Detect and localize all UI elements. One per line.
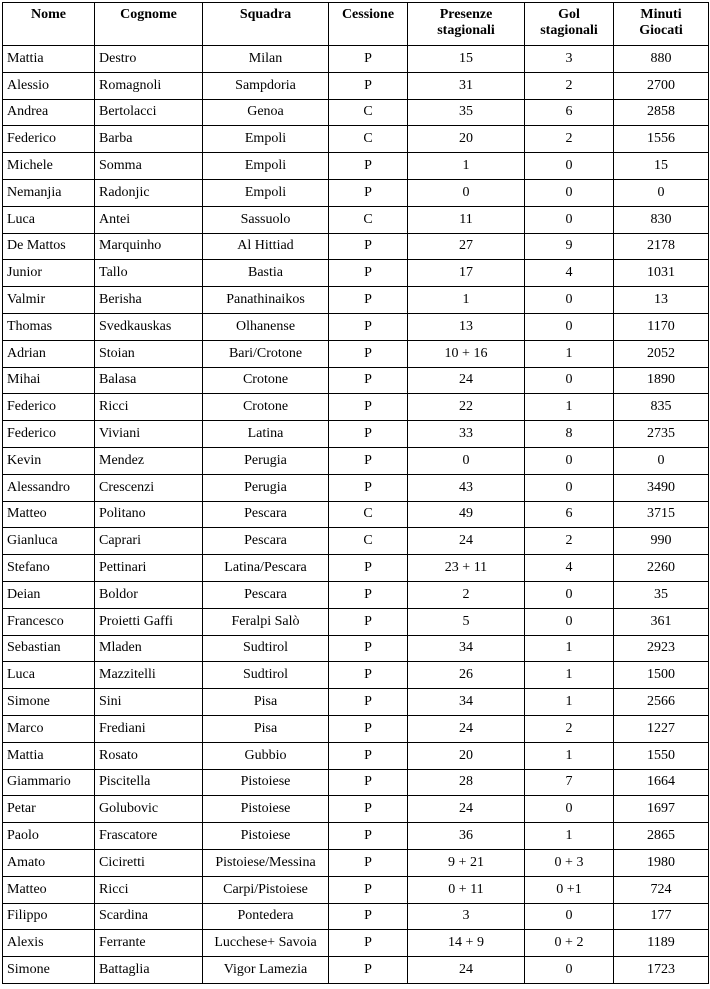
squadra-cell: Milan bbox=[203, 46, 329, 73]
table-row bbox=[3, 99, 709, 126]
table-row bbox=[3, 421, 709, 448]
minuti-cell: 2178 bbox=[614, 233, 709, 260]
cessione-cell: P bbox=[329, 930, 408, 957]
gol-cell: 0 bbox=[525, 474, 614, 501]
minuti-cell: 1227 bbox=[614, 715, 709, 742]
gol-cell: 6 bbox=[525, 501, 614, 528]
cessione-cell: P bbox=[329, 876, 408, 903]
gol-cell: 1 bbox=[525, 662, 614, 689]
nome-cell: Federico bbox=[3, 421, 95, 448]
cognome-cell: Tallo bbox=[95, 260, 203, 287]
table-row bbox=[3, 72, 709, 99]
gol-cell: 0 bbox=[525, 903, 614, 930]
presenze-cell: 0 bbox=[408, 447, 525, 474]
squadra-cell: Sampdoria bbox=[203, 72, 329, 99]
presenze-cell: 10 + 16 bbox=[408, 340, 525, 367]
squadra-cell: Pontedera bbox=[203, 903, 329, 930]
nome-cell: Gianluca bbox=[3, 528, 95, 555]
table-row bbox=[3, 876, 709, 903]
table-row bbox=[3, 689, 709, 716]
cognome-cell: Destro bbox=[95, 46, 203, 73]
table-row bbox=[3, 313, 709, 340]
squadra-cell: Pescara bbox=[203, 528, 329, 555]
presenze-cell: 20 bbox=[408, 126, 525, 153]
gol-cell: 1 bbox=[525, 823, 614, 850]
cessione-cell: C bbox=[329, 99, 408, 126]
gol-cell: 3 bbox=[525, 46, 614, 73]
squadra-cell: Gubbio bbox=[203, 742, 329, 769]
cessione-cell: P bbox=[329, 608, 408, 635]
presenze-cell: 17 bbox=[408, 260, 525, 287]
table-row bbox=[3, 715, 709, 742]
cessione-cell: C bbox=[329, 206, 408, 233]
cognome-cell: Crescenzi bbox=[95, 474, 203, 501]
cognome-cell: Romagnoli bbox=[95, 72, 203, 99]
cognome-cell: Ciciretti bbox=[95, 849, 203, 876]
squadra-cell: Pistoiese/Messina bbox=[203, 849, 329, 876]
minuti-cell: 1550 bbox=[614, 742, 709, 769]
nome-cell: Alexis bbox=[3, 930, 95, 957]
nome-cell: Federico bbox=[3, 394, 95, 421]
table-row bbox=[3, 367, 709, 394]
cognome-cell: Caprari bbox=[95, 528, 203, 555]
squadra-cell: Crotone bbox=[203, 394, 329, 421]
gol-cell: 8 bbox=[525, 421, 614, 448]
gol-cell: 0 bbox=[525, 206, 614, 233]
cognome-cell: Boldor bbox=[95, 581, 203, 608]
squadra-cell: Pistoiese bbox=[203, 769, 329, 796]
cognome-cell: Battaglia bbox=[95, 957, 203, 984]
table-row bbox=[3, 796, 709, 823]
table-row bbox=[3, 447, 709, 474]
cognome-cell: Sini bbox=[95, 689, 203, 716]
table-row bbox=[3, 501, 709, 528]
minuti-cell: 1170 bbox=[614, 313, 709, 340]
cognome-cell: Balasa bbox=[95, 367, 203, 394]
minuti-cell: 1890 bbox=[614, 367, 709, 394]
table-row bbox=[3, 742, 709, 769]
squadra-cell: Bastia bbox=[203, 260, 329, 287]
cessione-cell: P bbox=[329, 474, 408, 501]
presenze-cell: 20 bbox=[408, 742, 525, 769]
squadra-cell: Latina bbox=[203, 421, 329, 448]
squadra-cell: Pescara bbox=[203, 581, 329, 608]
cognome-cell: Piscitella bbox=[95, 769, 203, 796]
cognome-cell: Proietti Gaffi bbox=[95, 608, 203, 635]
gol-cell: 4 bbox=[525, 260, 614, 287]
presenze-cell: 1 bbox=[408, 287, 525, 314]
nome-cell: Michele bbox=[3, 153, 95, 180]
header-gol: Gol stagionali bbox=[525, 3, 614, 46]
cessione-cell: P bbox=[329, 581, 408, 608]
minuti-cell: 2923 bbox=[614, 635, 709, 662]
presenze-cell: 28 bbox=[408, 769, 525, 796]
cognome-cell: Stoian bbox=[95, 340, 203, 367]
nome-cell: De Mattos bbox=[3, 233, 95, 260]
cognome-cell: Marquinho bbox=[95, 233, 203, 260]
cessione-cell: P bbox=[329, 823, 408, 850]
presenze-cell: 1 bbox=[408, 153, 525, 180]
table-row bbox=[3, 126, 709, 153]
minuti-cell: 2700 bbox=[614, 72, 709, 99]
gol-cell: 0 bbox=[525, 313, 614, 340]
table-row bbox=[3, 608, 709, 635]
table-row bbox=[3, 769, 709, 796]
presenze-cell: 31 bbox=[408, 72, 525, 99]
cessione-cell: P bbox=[329, 689, 408, 716]
presenze-cell: 34 bbox=[408, 635, 525, 662]
table-row bbox=[3, 957, 709, 984]
nome-cell: Simone bbox=[3, 957, 95, 984]
cessione-cell: P bbox=[329, 903, 408, 930]
squadra-cell: Empoli bbox=[203, 126, 329, 153]
minuti-cell: 2052 bbox=[614, 340, 709, 367]
nome-cell: Francesco bbox=[3, 608, 95, 635]
gol-cell: 1 bbox=[525, 340, 614, 367]
minuti-cell: 2735 bbox=[614, 421, 709, 448]
cognome-cell: Frediani bbox=[95, 715, 203, 742]
nome-cell: Andrea bbox=[3, 99, 95, 126]
presenze-cell: 14 + 9 bbox=[408, 930, 525, 957]
gol-cell: 2 bbox=[525, 126, 614, 153]
minuti-cell: 1980 bbox=[614, 849, 709, 876]
cognome-cell: Barba bbox=[95, 126, 203, 153]
minuti-cell: 1031 bbox=[614, 260, 709, 287]
squadra-cell: Genoa bbox=[203, 99, 329, 126]
gol-cell: 1 bbox=[525, 394, 614, 421]
header-minuti: Minuti Giocati bbox=[614, 3, 709, 46]
nome-cell: Filippo bbox=[3, 903, 95, 930]
minuti-cell: 2865 bbox=[614, 823, 709, 850]
nome-cell: Mihai bbox=[3, 367, 95, 394]
presenze-cell: 24 bbox=[408, 367, 525, 394]
presenze-cell: 0 + 11 bbox=[408, 876, 525, 903]
presenze-cell: 24 bbox=[408, 715, 525, 742]
minuti-cell: 15 bbox=[614, 153, 709, 180]
cessione-cell: P bbox=[329, 742, 408, 769]
presenze-cell: 3 bbox=[408, 903, 525, 930]
cessione-cell: P bbox=[329, 367, 408, 394]
cognome-cell: Radonjic bbox=[95, 179, 203, 206]
nome-cell: Paolo bbox=[3, 823, 95, 850]
table-row bbox=[3, 287, 709, 314]
table-row bbox=[3, 179, 709, 206]
cessione-cell: P bbox=[329, 662, 408, 689]
presenze-cell: 36 bbox=[408, 823, 525, 850]
cessione-cell: P bbox=[329, 555, 408, 582]
presenze-cell: 23 + 11 bbox=[408, 555, 525, 582]
presenze-cell: 35 bbox=[408, 99, 525, 126]
cognome-cell: Golubovic bbox=[95, 796, 203, 823]
squadra-cell: Pisa bbox=[203, 689, 329, 716]
minuti-cell: 1664 bbox=[614, 769, 709, 796]
cessione-cell: P bbox=[329, 769, 408, 796]
header-squadra: Squadra bbox=[203, 3, 329, 46]
minuti-cell: 177 bbox=[614, 903, 709, 930]
nome-cell: Luca bbox=[3, 662, 95, 689]
cognome-cell: Frascatore bbox=[95, 823, 203, 850]
presenze-cell: 24 bbox=[408, 796, 525, 823]
squadra-cell: Vigor Lamezia bbox=[203, 957, 329, 984]
nome-cell: Junior bbox=[3, 260, 95, 287]
presenze-cell: 2 bbox=[408, 581, 525, 608]
nome-cell: Giammario bbox=[3, 769, 95, 796]
table-row bbox=[3, 260, 709, 287]
cognome-cell: Svedkauskas bbox=[95, 313, 203, 340]
gol-cell: 0 bbox=[525, 367, 614, 394]
presenze-cell: 22 bbox=[408, 394, 525, 421]
gol-cell: 7 bbox=[525, 769, 614, 796]
minuti-cell: 35 bbox=[614, 581, 709, 608]
gol-cell: 0 bbox=[525, 608, 614, 635]
squadra-cell: Pistoiese bbox=[203, 823, 329, 850]
presenze-cell: 27 bbox=[408, 233, 525, 260]
nome-cell: Mattia bbox=[3, 46, 95, 73]
squadra-cell: Bari/Crotone bbox=[203, 340, 329, 367]
table-row bbox=[3, 474, 709, 501]
minuti-cell: 3490 bbox=[614, 474, 709, 501]
presenze-cell: 33 bbox=[408, 421, 525, 448]
minuti-cell: 1189 bbox=[614, 930, 709, 957]
cessione-cell: C bbox=[329, 126, 408, 153]
presenze-cell: 9 + 21 bbox=[408, 849, 525, 876]
table-row bbox=[3, 206, 709, 233]
players-table bbox=[2, 2, 709, 984]
cognome-cell: Mladen bbox=[95, 635, 203, 662]
nome-cell: Marco bbox=[3, 715, 95, 742]
nome-cell: Valmir bbox=[3, 287, 95, 314]
nome-cell: Matteo bbox=[3, 876, 95, 903]
presenze-cell: 5 bbox=[408, 608, 525, 635]
table-row bbox=[3, 823, 709, 850]
cognome-cell: Ricci bbox=[95, 876, 203, 903]
gol-cell: 0 + 3 bbox=[525, 849, 614, 876]
presenze-cell: 49 bbox=[408, 501, 525, 528]
cessione-cell: P bbox=[329, 394, 408, 421]
cognome-cell: Politano bbox=[95, 501, 203, 528]
cessione-cell: P bbox=[329, 957, 408, 984]
nome-cell: Luca bbox=[3, 206, 95, 233]
presenze-cell: 11 bbox=[408, 206, 525, 233]
squadra-cell: Pescara bbox=[203, 501, 329, 528]
minuti-cell: 835 bbox=[614, 394, 709, 421]
nome-cell: Deian bbox=[3, 581, 95, 608]
cessione-cell: P bbox=[329, 421, 408, 448]
gol-cell: 1 bbox=[525, 689, 614, 716]
table-row bbox=[3, 555, 709, 582]
cessione-cell: C bbox=[329, 501, 408, 528]
cessione-cell: P bbox=[329, 153, 408, 180]
cognome-cell: Ricci bbox=[95, 394, 203, 421]
nome-cell: Alessandro bbox=[3, 474, 95, 501]
gol-cell: 2 bbox=[525, 715, 614, 742]
squadra-cell: Empoli bbox=[203, 179, 329, 206]
gol-cell: 0 bbox=[525, 957, 614, 984]
cessione-cell: P bbox=[329, 46, 408, 73]
cognome-cell: Pettinari bbox=[95, 555, 203, 582]
squadra-cell: Olhanense bbox=[203, 313, 329, 340]
cessione-cell: P bbox=[329, 447, 408, 474]
squadra-cell: Al Hittiad bbox=[203, 233, 329, 260]
squadra-cell: Pisa bbox=[203, 715, 329, 742]
cessione-cell: P bbox=[329, 179, 408, 206]
nome-cell: Amato bbox=[3, 849, 95, 876]
cessione-cell: P bbox=[329, 72, 408, 99]
gol-cell: 0 bbox=[525, 581, 614, 608]
cessione-cell: P bbox=[329, 849, 408, 876]
cognome-cell: Ferrante bbox=[95, 930, 203, 957]
header-cessione: Cessione bbox=[329, 3, 408, 46]
nome-cell: Sebastian bbox=[3, 635, 95, 662]
squadra-cell: Pistoiese bbox=[203, 796, 329, 823]
nome-cell: Matteo bbox=[3, 501, 95, 528]
table-row bbox=[3, 581, 709, 608]
presenze-cell: 43 bbox=[408, 474, 525, 501]
header-presenze: Presenze stagionali bbox=[408, 3, 525, 46]
nome-cell: Nemanjia bbox=[3, 179, 95, 206]
nome-cell: Alessio bbox=[3, 72, 95, 99]
presenze-cell: 15 bbox=[408, 46, 525, 73]
gol-cell: 9 bbox=[525, 233, 614, 260]
squadra-cell: Crotone bbox=[203, 367, 329, 394]
cognome-cell: Somma bbox=[95, 153, 203, 180]
table-row bbox=[3, 635, 709, 662]
squadra-cell: Lucchese+ Savoia bbox=[203, 930, 329, 957]
cessione-cell: C bbox=[329, 528, 408, 555]
presenze-cell: 24 bbox=[408, 528, 525, 555]
header-nome: Nome bbox=[3, 3, 95, 46]
cognome-cell: Scardina bbox=[95, 903, 203, 930]
minuti-cell: 880 bbox=[614, 46, 709, 73]
squadra-cell: Perugia bbox=[203, 474, 329, 501]
minuti-cell: 0 bbox=[614, 447, 709, 474]
cessione-cell: P bbox=[329, 233, 408, 260]
table-row bbox=[3, 849, 709, 876]
cessione-cell: P bbox=[329, 287, 408, 314]
gol-cell: 6 bbox=[525, 99, 614, 126]
gol-cell: 0 + 2 bbox=[525, 930, 614, 957]
presenze-cell: 26 bbox=[408, 662, 525, 689]
cessione-cell: P bbox=[329, 260, 408, 287]
gol-cell: 1 bbox=[525, 635, 614, 662]
minuti-cell: 1500 bbox=[614, 662, 709, 689]
squadra-cell: Panathinaikos bbox=[203, 287, 329, 314]
cognome-cell: Bertolacci bbox=[95, 99, 203, 126]
gol-cell: 0 bbox=[525, 179, 614, 206]
table-row bbox=[3, 340, 709, 367]
minuti-cell: 724 bbox=[614, 876, 709, 903]
presenze-cell: 13 bbox=[408, 313, 525, 340]
gol-cell: 1 bbox=[525, 742, 614, 769]
cessione-cell: P bbox=[329, 796, 408, 823]
nome-cell: Simone bbox=[3, 689, 95, 716]
table-row bbox=[3, 528, 709, 555]
gol-cell: 0 bbox=[525, 153, 614, 180]
table-row bbox=[3, 662, 709, 689]
squadra-cell: Sassuolo bbox=[203, 206, 329, 233]
table-row bbox=[3, 903, 709, 930]
minuti-cell: 13 bbox=[614, 287, 709, 314]
minuti-cell: 830 bbox=[614, 206, 709, 233]
nome-cell: Stefano bbox=[3, 555, 95, 582]
table-row bbox=[3, 394, 709, 421]
minuti-cell: 3715 bbox=[614, 501, 709, 528]
cognome-cell: Rosato bbox=[95, 742, 203, 769]
gol-cell: 2 bbox=[525, 72, 614, 99]
gol-cell: 2 bbox=[525, 528, 614, 555]
table-row bbox=[3, 153, 709, 180]
nome-cell: Thomas bbox=[3, 313, 95, 340]
gol-cell: 0 bbox=[525, 287, 614, 314]
cognome-cell: Mazzitelli bbox=[95, 662, 203, 689]
nome-cell: Federico bbox=[3, 126, 95, 153]
gol-cell: 0 bbox=[525, 447, 614, 474]
minuti-cell: 2260 bbox=[614, 555, 709, 582]
header-row bbox=[3, 3, 709, 46]
nome-cell: Adrian bbox=[3, 340, 95, 367]
squadra-cell: Empoli bbox=[203, 153, 329, 180]
minuti-cell: 361 bbox=[614, 608, 709, 635]
table-row bbox=[3, 233, 709, 260]
presenze-cell: 0 bbox=[408, 179, 525, 206]
minuti-cell: 1556 bbox=[614, 126, 709, 153]
header-cognome: Cognome bbox=[95, 3, 203, 46]
minuti-cell: 0 bbox=[614, 179, 709, 206]
nome-cell: Petar bbox=[3, 796, 95, 823]
squadra-cell: Carpi/Pistoiese bbox=[203, 876, 329, 903]
table-row bbox=[3, 930, 709, 957]
cognome-cell: Mendez bbox=[95, 447, 203, 474]
cessione-cell: P bbox=[329, 313, 408, 340]
gol-cell: 0 bbox=[525, 796, 614, 823]
gol-cell: 4 bbox=[525, 555, 614, 582]
squadra-cell: Sudtirol bbox=[203, 635, 329, 662]
minuti-cell: 2858 bbox=[614, 99, 709, 126]
cognome-cell: Viviani bbox=[95, 421, 203, 448]
cognome-cell: Antei bbox=[95, 206, 203, 233]
nome-cell: Kevin bbox=[3, 447, 95, 474]
cessione-cell: P bbox=[329, 635, 408, 662]
cognome-cell: Berisha bbox=[95, 287, 203, 314]
squadra-cell: Feralpi Salò bbox=[203, 608, 329, 635]
cessione-cell: P bbox=[329, 715, 408, 742]
gol-cell: 0 +1 bbox=[525, 876, 614, 903]
minuti-cell: 1723 bbox=[614, 957, 709, 984]
minuti-cell: 2566 bbox=[614, 689, 709, 716]
presenze-cell: 24 bbox=[408, 957, 525, 984]
minuti-cell: 990 bbox=[614, 528, 709, 555]
squadra-cell: Perugia bbox=[203, 447, 329, 474]
minuti-cell: 1697 bbox=[614, 796, 709, 823]
presenze-cell: 34 bbox=[408, 689, 525, 716]
squadra-cell: Latina/Pescara bbox=[203, 555, 329, 582]
squadra-cell: Sudtirol bbox=[203, 662, 329, 689]
table-row bbox=[3, 46, 709, 73]
nome-cell: Mattia bbox=[3, 742, 95, 769]
cessione-cell: P bbox=[329, 340, 408, 367]
